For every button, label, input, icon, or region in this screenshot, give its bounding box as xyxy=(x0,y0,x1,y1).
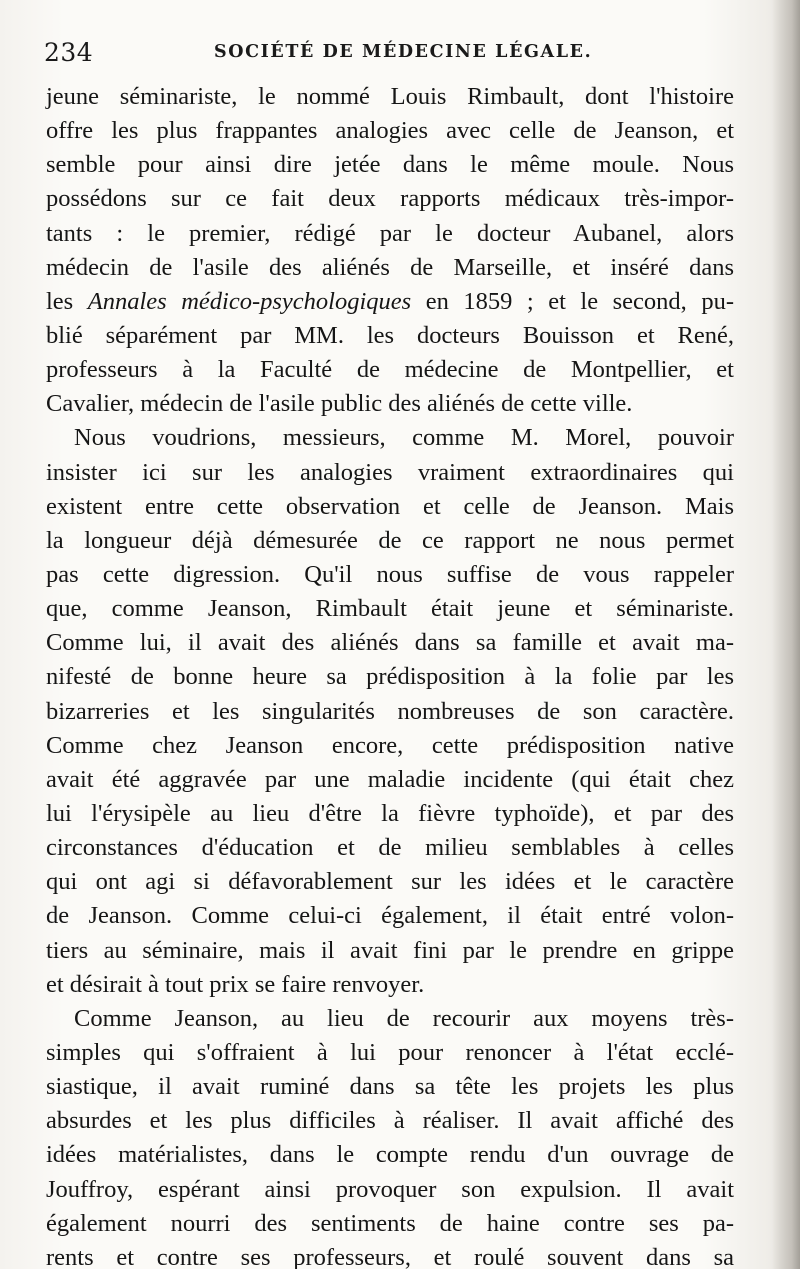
text-line: et désirait à tout prix se faire renvoyer. xyxy=(46,970,425,998)
text-line: de Jeanson. Comme celui-ci également, il était entré volon- xyxy=(46,902,734,930)
italic-title: Annales médico-psychologiques xyxy=(87,287,412,315)
text-line: possédons sur ce fait deux rapports médicaux très-impor- xyxy=(46,185,734,213)
text-line: siastique, il avait ruminé dans sa tête les projets les plus xyxy=(46,1073,734,1101)
text-line: nifesté de bonne heure sa prédisposition à la folie par les xyxy=(46,663,734,691)
text-line: existent entre cette observation et celle de Jeanson. Mais xyxy=(46,492,734,520)
text-line: pas cette digression. Qu'il nous suffise de vous rappeler xyxy=(46,560,734,588)
paragraph xyxy=(46,421,734,1001)
text-line: qui ont agi si défavorablement sur les idées et le caractère xyxy=(46,868,734,896)
text-line: médecin de l'asile des aliénés de Marseille, et inséré dans xyxy=(46,253,734,281)
page-number: 234 xyxy=(44,38,94,67)
text-line: avait été aggravée par une maladie incidente (qui était chez xyxy=(46,765,734,793)
paragraph xyxy=(46,1002,734,1269)
text-line: bizarreries et les singularités nombreuses de son caractère. xyxy=(46,697,734,725)
text-line: rents et contre ses professeurs, et roulé souvent dans sa xyxy=(46,1243,734,1269)
text-line: lui l'érysipèle au lieu d'être la fièvre typhoïde), et par des xyxy=(46,799,734,827)
text-line: Jouffroy, espérant ainsi provoquer son expulsion. Il avait xyxy=(46,1175,734,1203)
text-line: Cavalier, médecin de l'asile public des aliénés de cette ville. xyxy=(46,390,633,418)
paragraph xyxy=(46,80,734,421)
text-line: insister ici sur les analogies vraiment extraordinaires qui xyxy=(46,458,734,486)
text-line: les Annales médico-psychologiques en 1859 ; et le second, pu- xyxy=(46,287,734,315)
text-line: offre les plus frappantes analogies avec celle de Jeanson, et xyxy=(46,117,734,145)
running-head: SOCIÉTÉ DE MÉDECINE LÉGALE. xyxy=(214,42,593,62)
text-line: tants : le premier, rédigé par le docteur Aubanel, alors xyxy=(46,219,734,247)
text-line: absurdes et les plus difficiles à réaliser. Il avait affiché des xyxy=(46,1107,734,1135)
text-line: professeurs à la Faculté de médecine de Montpellier, et xyxy=(46,356,734,384)
text-line: Comme Jeanson, au lieu de recourir aux moyens très- xyxy=(74,1004,734,1032)
text-line: simples qui s'offraient à lui pour renoncer à l'état ecclé- xyxy=(46,1038,734,1066)
text-line: Nous voudrions, messieurs, comme M. Morel, pouvoir xyxy=(74,424,734,452)
text-line: jeune séminariste, le nommé Louis Rimbault, dont l'histoire xyxy=(46,83,734,110)
text-line: Comme lui, il avait des aliénés dans sa famille et avait ma- xyxy=(46,629,734,657)
text-line: la longueur déjà démesurée de ce rapport ne nous permet xyxy=(46,526,734,554)
text-line: circonstances d'éducation et de milieu semblables à celles xyxy=(46,834,734,862)
text-line: Comme chez Jeanson encore, cette prédisposition native xyxy=(46,731,734,759)
text-line: tiers au séminaire, mais il avait fini par le prendre en grippe xyxy=(46,936,734,964)
text-line: blié séparément par MM. les docteurs Bouisson et René, xyxy=(46,321,734,349)
page-gutter-shadow xyxy=(772,0,800,1269)
body-text xyxy=(46,80,734,1269)
text-line: semble pour ainsi dire jetée dans le même moule. Nous xyxy=(46,151,734,179)
text-line: idées matérialistes, dans le compte rendu d'un ouvrage de xyxy=(46,1141,734,1169)
page-header xyxy=(44,34,744,70)
text-line: que, comme Jeanson, Rimbault était jeune et séminariste. xyxy=(46,595,734,623)
text-line: également nourri des sentiments de haine contre ses pa- xyxy=(46,1209,734,1237)
